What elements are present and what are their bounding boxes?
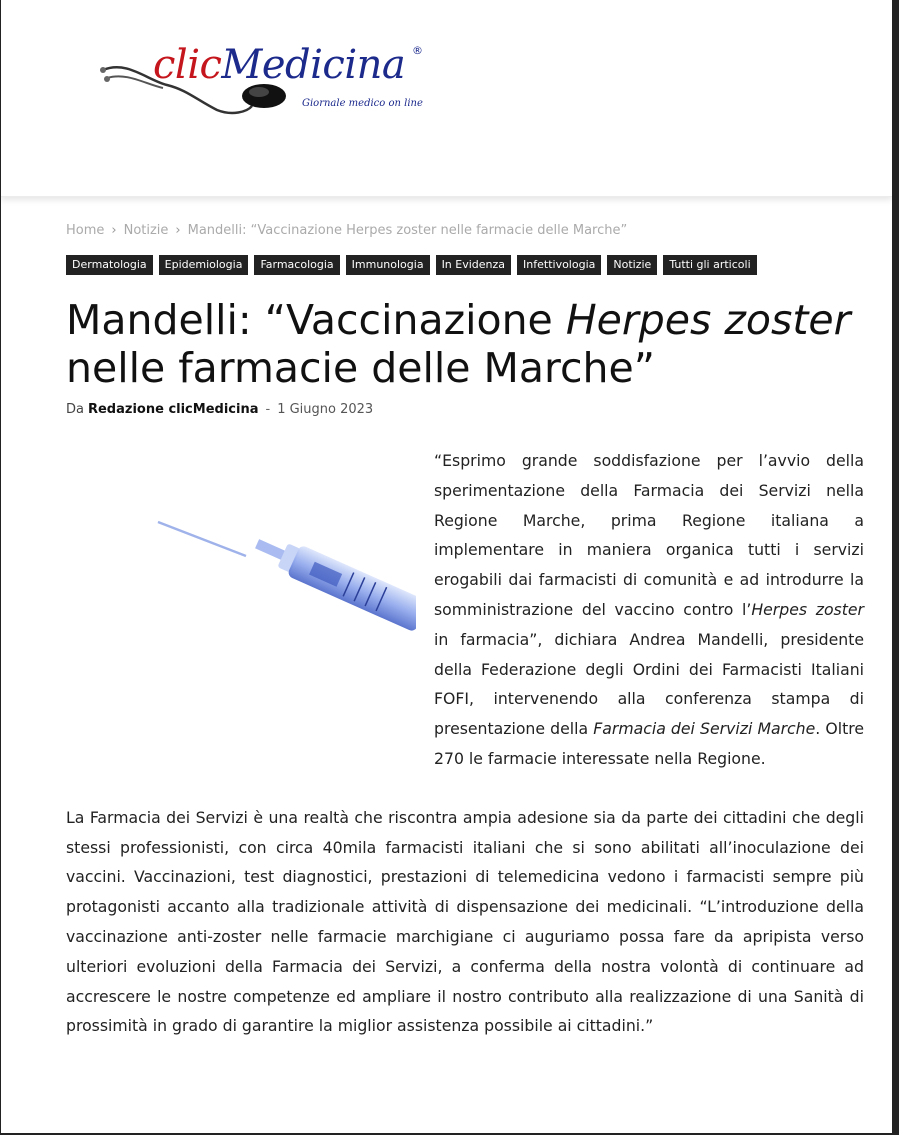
breadcrumb-separator: ›: [111, 223, 117, 238]
article-paragraph-1: “Esprimo grande soddisfazione per l’avvio della sperimentazione della Farmacia dei Servizi nella Regione Marche, prima Regione italiana a implementare in maniera organica tutti i servizi erogabili dai farmacisti di comunità e ad introdurre la somministrazione del vaccino contro l’Herpes zoster in farmacia”, dichiara Andrea Mandelli, presidente della Federazione degli Ordini dei Farmacisti Italiani FOFI, intervenendo alla conferenza stampa di presentazione della Farmacia dei Servizi Marche. Oltre 270 le farmacie interessate nella Regione.: [434, 451, 864, 768]
breadcrumb-home[interactable]: Home: [66, 223, 105, 238]
article-paragraph-2: La Farmacia dei Servizi è una realtà che riscontra ampia adesione sia da parte dei cittadini che degli stessi professionisti, con circa 40mila farmacisti italiani che si sono abilitati all’inoculazione dei vaccini. Vaccinazioni, test diagnostici, prestazioni di telemedicina vedono i farmacisti sempre più protagonisti accanto alla tradizionale attività di dispensazione dei medicinali. “L’introduzione della vaccinazione anti-zoster nelle farmacie marchigiane ci auguriamo possa fare da apripista verso ulteriori evoluzioni della Farmacia dei Servizi, a conferma della nostra volontà di continuare ad accrescere le nostre competenze ed ampliare il nostro contributo alla realizzazione di una Sanità di prossimità in grado di garantire la miglior assistenza possibile ai cittadini.”: [66, 807, 864, 1036]
article-title: Mandelli: “Vaccinazione Herpes zoster nelle farmacie delle Marche”: [66, 296, 851, 392]
category-dermatologia[interactable]: Dermatologia: [66, 255, 153, 275]
site-header: [1, 0, 892, 197]
syringe-illustration: [156, 516, 416, 676]
category-epidemiologia[interactable]: Epidemiologia: [159, 255, 249, 275]
page: [1, 0, 892, 1133]
article-byline: [66, 402, 373, 417]
byline-dash: -: [265, 402, 271, 417]
breadcrumb-separator: ›: [175, 223, 181, 238]
category-tags: [66, 255, 757, 275]
breadcrumb-current: Mandelli: “Vaccinazione Herpes zoster nelle farmacie delle Marche”: [187, 223, 628, 238]
author-link[interactable]: Redazione clicMedicina: [87, 402, 259, 417]
category-farmacologia[interactable]: Farmacologia: [254, 255, 339, 275]
category-tutti-gli-articoli[interactable]: Tutti gli articoli: [663, 255, 756, 275]
breadcrumb: [66, 223, 627, 238]
category-infettivologia[interactable]: Infettivologia: [517, 255, 601, 275]
logo-tagline: Giornale medico on line: [302, 98, 423, 109]
breadcrumb-notizie[interactable]: Notizie: [123, 223, 169, 238]
category-in-evidenza[interactable]: In Evidenza: [436, 255, 511, 275]
publish-date: 1 Giugno 2023: [277, 402, 374, 417]
site-logo[interactable]: [97, 40, 437, 120]
logo-wordmark: clicMedicina: [153, 42, 406, 88]
category-notizie[interactable]: Notizie: [607, 255, 657, 275]
syringe-image: [66, 446, 424, 756]
byline-label: Da: [66, 402, 84, 417]
category-immunologia[interactable]: Immunologia: [346, 255, 430, 275]
registered-mark: ®: [412, 44, 423, 57]
article-body: [66, 446, 864, 1070]
